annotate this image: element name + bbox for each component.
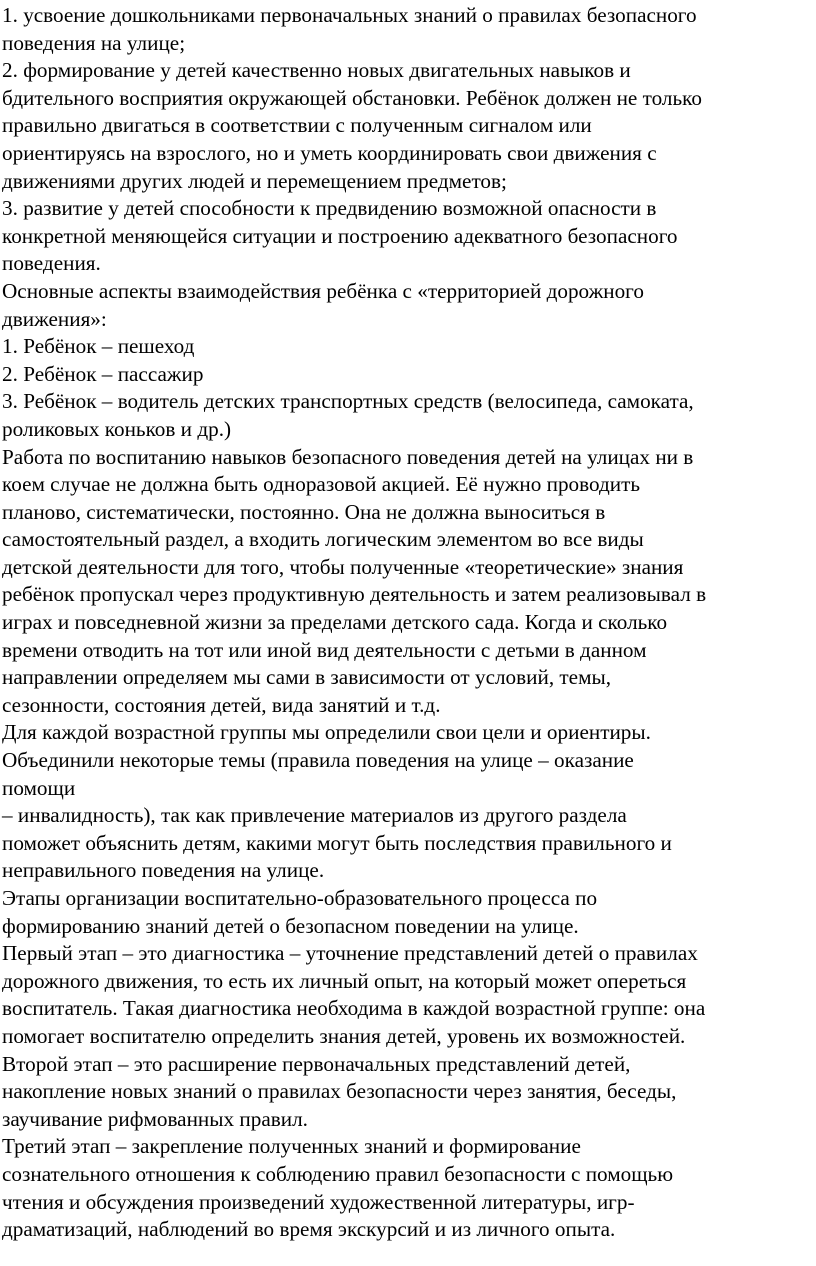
text-line: Этапы организации воспитательно-образовательного процесса по — [2, 886, 598, 910]
document-body — [2, 2, 814, 1244]
text-line: коем случае не должна быть одноразовой акцией. Её нужно проводить — [2, 472, 641, 497]
text-line: детской деятельности для того, чтобы полученные «теоретические» знания — [2, 554, 684, 579]
text-line: сезонности, состояния детей, вида занятий и т.д. — [2, 692, 441, 717]
text-line: роликовых коньков и др.) — [2, 416, 232, 441]
document-page — [2, 2, 814, 1244]
text-line: 1. Ребёнок – пешеход — [2, 334, 195, 359]
text-line: ориентируясь на взрослого, но и уметь координировать свои движения с — [2, 140, 657, 165]
text-line: поведения на улице; — [2, 30, 186, 55]
text-line: играх и повседневной жизни за пределами детского сада. Когда и сколько — [2, 610, 668, 635]
text-line: поможет объяснить детям, какими могут быть последствия правильного и — [2, 830, 672, 855]
text-line: поведения. — [2, 251, 101, 276]
text-line: неправильного поведения на улице. — [2, 858, 325, 883]
text-line: – инвалидность), так как привлечение материалов из другого раздела — [2, 803, 627, 828]
text-line: заучивание рифмованных правил. — [2, 1106, 308, 1131]
text-line: планово, систематически, постоянно. Она не должна выноситься в — [2, 499, 606, 524]
text-line: бдительного восприятия окружающей обстановки. Ребёнок должен не только — [2, 85, 702, 110]
text-line: 2. формирование у детей качественно новых двигательных навыков и — [2, 58, 631, 83]
text-line: 2. Ребёнок – пассажир — [2, 361, 204, 386]
text-line: ребёнок пропускал через продуктивную деятельность и затем реализовывал в — [2, 582, 707, 607]
text-line: Для каждой возрастной группы мы определили свои цели и ориентиры. — [2, 720, 651, 745]
text-line: помощи — [2, 775, 76, 800]
text-line: Основные аспекты взаимодействия ребёнка с «территорией дорожного — [2, 278, 644, 303]
text-line: конкретной меняющейся ситуации и построению адекватного безопасного — [2, 223, 678, 248]
text-line: Второй этап – это расширение первоначальных представлений детей, — [2, 1051, 631, 1076]
text-line: помогает воспитателю определить знания детей, уровень их возможностей. — [2, 1023, 686, 1048]
text-line: воспитатель. Такая диагностика необходима в каждой возрастной группе: она — [2, 996, 706, 1021]
text-line: формированию знаний детей о безопасном поведении на улице. — [2, 913, 579, 938]
text-line: 1. усвоение дошкольниками первоначальных знаний о правилах безопасного — [2, 3, 697, 27]
text-line: правильно двигаться в соответствии с полученным сигналом или — [2, 113, 592, 138]
text-line: Первый этап – это диагностика – уточнение представлений детей о правилах — [2, 941, 698, 966]
text-line: движениями других людей и перемещением предметов; — [2, 168, 507, 193]
text-line: Объединили некоторые темы (правила поведения на улице – оказание — [2, 748, 634, 773]
text-line: накопление новых знаний о правилах безопасности через занятия, беседы, — [2, 1079, 677, 1104]
text-line: дорожного движения, то есть их личный опыт, на который может опереться — [2, 968, 687, 993]
text-line: Третий этап – закрепление полученных знаний и формирование — [2, 1134, 581, 1159]
text-line: 3. Ребёнок – водитель детских транспортных средств (велосипеда, самоката, — [2, 389, 694, 414]
text-line: самостоятельный раздел, а входить логическим элементом во все виды — [2, 527, 644, 552]
text-line: Работа по воспитанию навыков безопасного поведения детей на улицах ни в — [2, 444, 694, 469]
text-line: сознательного отношения к соблюдению правил безопасности с помощью — [2, 1161, 674, 1186]
text-line: драматизаций, наблюдений во время экскурсий и из личного опыта. — [2, 1217, 616, 1242]
text-line: 3. развитие у детей способности к предвидению возможной опасности в — [2, 196, 657, 221]
text-line: движения»: — [2, 306, 107, 331]
text-line: направлении определяем мы сами в зависимости от условий, темы, — [2, 665, 612, 690]
text-line: времени отводить на тот или иной вид деятельности с детьми в данном — [2, 637, 647, 662]
text-line: чтения и обсуждения произведений художественной литературы, игр- — [2, 1189, 635, 1214]
